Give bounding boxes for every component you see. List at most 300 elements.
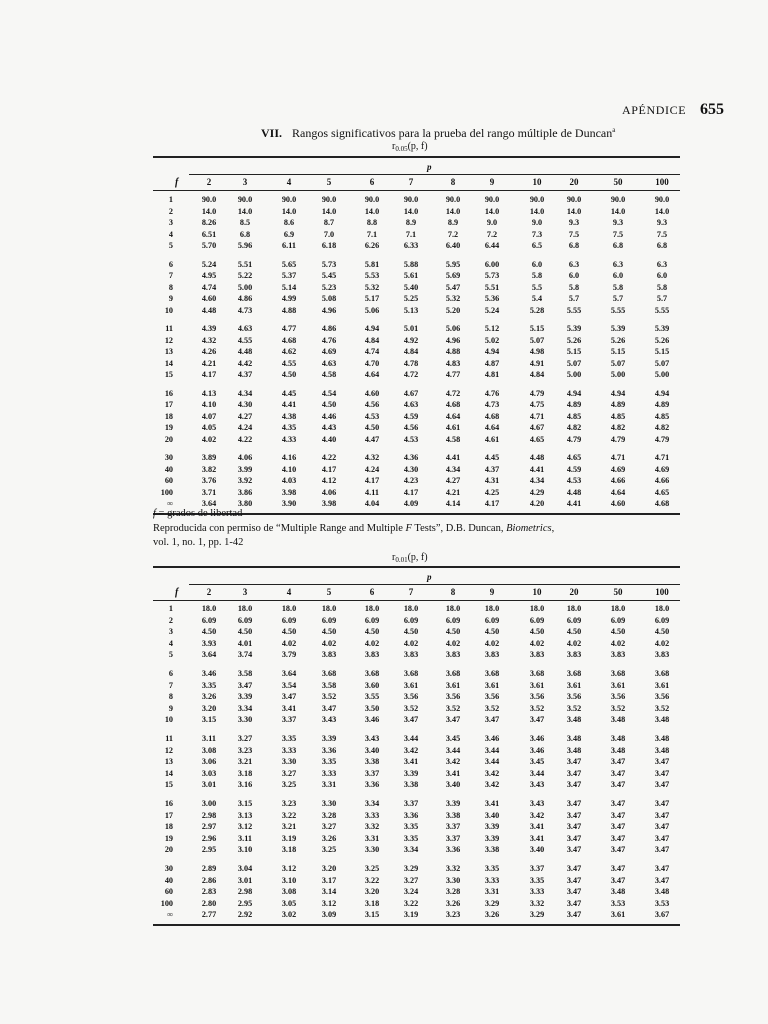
table-cell: 3.48	[566, 734, 582, 743]
table-cell: 5.01	[403, 324, 419, 333]
table-row	[153, 465, 680, 475]
column-header-p-2: 2	[206, 177, 212, 187]
column-header-p-5: 5	[326, 587, 332, 597]
table-cell: 5.47	[445, 282, 461, 292]
row-f-value: 20	[164, 434, 173, 444]
column-header-p-9: 9	[489, 587, 495, 597]
table-cell: 4.94	[610, 388, 626, 398]
table-cell: 3.47	[654, 864, 670, 873]
table-cell: 3.29	[484, 898, 500, 908]
table-row	[153, 704, 680, 714]
table-cell: 3.34	[364, 799, 380, 808]
table-cell: 6.09	[237, 615, 253, 625]
table-cell: 3.17	[321, 875, 337, 885]
table-cell: 3.21	[237, 757, 253, 767]
table-cell: 4.25	[484, 487, 500, 497]
table-cell: 6.0	[612, 271, 624, 280]
row-f-value: 13	[164, 757, 173, 767]
table-cell: 4.68	[484, 411, 500, 421]
table-cell: 90.0	[484, 195, 500, 204]
header-rule	[153, 600, 680, 601]
table-cell: 3.01	[237, 875, 253, 885]
table-cell: 3.29	[403, 864, 419, 873]
table-cell: 5.26	[610, 335, 626, 345]
row-f-value: 1	[168, 195, 173, 204]
table-cell: 6.11	[282, 241, 296, 250]
table-row	[153, 822, 680, 832]
table-cell: 3.47	[566, 887, 582, 897]
table-cell: 3.39	[403, 768, 419, 778]
table-cell: 6.09	[654, 615, 670, 625]
reproduction-note-text: Reproducida con permiso de “Multiple Range and Multiple	[153, 523, 406, 534]
table-cell: 4.17	[321, 464, 337, 474]
row-f-value: 5	[168, 241, 173, 250]
table-cell: 4.82	[566, 423, 582, 432]
table-cell: 6.09	[281, 615, 297, 625]
row-f-value: 6	[168, 669, 173, 678]
reproduction-note-comma: ,	[551, 523, 555, 534]
table-cell: 3.26	[484, 910, 500, 920]
table-row	[153, 370, 680, 380]
table-cell: 2.89	[201, 864, 217, 873]
row-f-value: 11	[165, 734, 173, 743]
table-cell: 4.60	[610, 499, 626, 508]
table-cell: 4.50	[201, 627, 217, 637]
table-cell: 7.0	[323, 229, 335, 239]
table-cell: 5.00	[237, 282, 253, 292]
table-cell: 3.71	[201, 487, 217, 497]
table-cell: 3.33	[281, 745, 297, 755]
table-cell: 4.75	[529, 400, 545, 409]
row-f-value: 4	[168, 638, 173, 648]
table-cell: 6.33	[403, 241, 419, 250]
table-cell: 3.47	[654, 833, 670, 843]
table-cell: 4.69	[321, 347, 337, 356]
table-cell: 4.05	[201, 423, 217, 432]
table-cell: 3.08	[201, 745, 217, 755]
table-cell: 3.41	[484, 799, 500, 808]
table-row	[153, 604, 680, 614]
row-f-value: 19	[164, 423, 173, 432]
table-cell: 3.22	[364, 875, 380, 885]
table-row	[153, 876, 680, 886]
table-cell: 3.22	[281, 810, 297, 820]
table-cell: 3.08	[281, 887, 297, 897]
table-cell: 5.73	[321, 259, 337, 269]
row-f-value: 7	[168, 271, 173, 280]
table-cell: 4.36	[403, 453, 419, 462]
table-cell: 3.48	[610, 715, 626, 725]
table-cell: 3.32	[445, 864, 461, 873]
table-cell: 5.15	[566, 347, 582, 356]
table-row	[153, 616, 680, 626]
table-cell: 7.5	[656, 229, 668, 239]
table-cell: 4.64	[484, 423, 500, 432]
table-cell: 5.15	[610, 347, 626, 356]
table-cell: 4.82	[610, 423, 626, 432]
table-cell: 3.47	[566, 768, 582, 778]
table-cell: 4.48	[529, 453, 545, 462]
table-cell: 3.47	[237, 680, 253, 690]
row-f-value: 30	[164, 453, 173, 462]
table-cell: 3.68	[321, 669, 337, 678]
table-cell: 5.12	[484, 324, 500, 333]
table-cell: 5.65	[281, 259, 297, 269]
row-f-value: 18	[164, 411, 173, 421]
table-cell: 4.66	[654, 476, 670, 485]
table-cell: 3.30	[281, 757, 297, 767]
table-cell: 3.47	[566, 833, 582, 843]
table-cell: 3.83	[566, 650, 582, 660]
table-cell: 3.30	[364, 845, 380, 855]
table-cell: 3.33	[529, 887, 545, 897]
table-cell: 5.40	[403, 282, 419, 292]
row-f-value: 100	[160, 487, 173, 497]
table-cell: 5.8	[568, 282, 580, 292]
table-cell: 4.60	[364, 388, 380, 398]
table-row	[153, 389, 680, 399]
table-cell: 5.06	[364, 305, 380, 315]
table-row	[153, 910, 680, 920]
table-cell: 3.41	[445, 768, 461, 778]
table-cell: 4.50	[364, 423, 380, 432]
table-row	[153, 834, 680, 844]
table-cell: 3.98	[281, 487, 297, 497]
table-cell: 6.00	[484, 259, 500, 269]
table-cell: 3.52	[445, 703, 461, 713]
table-cell: 3.29	[529, 910, 545, 920]
table-cell: 3.38	[403, 780, 419, 790]
column-header-p-100: 100	[655, 587, 669, 597]
table-cell: 4.23	[403, 476, 419, 485]
table-cell: 4.34	[529, 476, 545, 485]
top-rule	[153, 156, 680, 158]
table-cell: 4.38	[281, 411, 297, 421]
table-cell: 3.30	[321, 799, 337, 808]
table-cell: 6.09	[201, 615, 217, 625]
table-cell: 5.07	[529, 335, 545, 345]
table-cell: 4.26	[201, 347, 217, 356]
table-cell: 3.25	[281, 780, 297, 790]
table-cell: 3.47	[610, 780, 626, 790]
table-cell: 4.53	[566, 476, 582, 485]
table-cell: 6.3	[612, 259, 624, 269]
table-cell: 3.48	[610, 745, 626, 755]
table-cell: 8.9	[447, 218, 459, 227]
table-cell: 4.50	[610, 627, 626, 637]
table-cell: 14.0	[364, 206, 380, 216]
f-definition-text: = grados de libertad	[155, 508, 243, 519]
table-cell: 4.41	[281, 400, 297, 409]
table-cell: 4.33	[281, 434, 297, 444]
table-cell: 4.72	[403, 370, 419, 379]
table-cell: 3.48	[610, 734, 626, 743]
table-cell: 3.32	[364, 822, 380, 832]
table-cell: 3.47	[403, 715, 419, 725]
table-cell: 3.48	[654, 734, 670, 743]
page-header	[0, 101, 768, 121]
table-cell: 3.47	[654, 845, 670, 855]
column-header-p-6: 6	[369, 587, 375, 597]
table-cell: 3.68	[403, 669, 419, 678]
table-cell: 8.8	[366, 218, 378, 227]
table-cell: 90.0	[403, 195, 419, 204]
table-cell: 3.47	[610, 833, 626, 843]
p-label: p	[427, 572, 432, 582]
table-cell: 4.37	[237, 370, 253, 379]
table-cell: 7.5	[612, 229, 624, 239]
table-cell: 3.98	[321, 499, 337, 508]
table-cell: 5.39	[610, 324, 626, 333]
table-cell: 3.47	[610, 875, 626, 885]
table-cell: 3.12	[321, 898, 337, 908]
table-cell: 18.0	[281, 604, 297, 613]
table-cell: 18.0	[237, 604, 253, 613]
table-cell: 3.56	[445, 692, 461, 702]
table-cell: 4.02	[610, 638, 626, 648]
table-cell: 3.10	[281, 875, 297, 885]
row-f-value: 8	[168, 692, 173, 702]
table-cell: 4.89	[610, 400, 626, 409]
table-cell: 4.82	[654, 423, 670, 432]
table-cell: 3.47	[566, 910, 582, 920]
row-f-value: 13	[164, 347, 173, 356]
column-header-p-6: 6	[369, 177, 375, 187]
table-cell: 9.0	[486, 218, 498, 227]
table-cell: 4.79	[654, 434, 670, 444]
table-cell: 3.35	[403, 822, 419, 832]
table-cell: 90.0	[364, 195, 380, 204]
table-cell: 4.55	[237, 335, 253, 345]
column-header-p-10: 10	[532, 177, 542, 187]
table-cell: 3.38	[445, 810, 461, 820]
table1-symbol-subscript: 0.05	[395, 145, 408, 153]
row-f-value: 12	[164, 745, 173, 755]
table-cell: 3.83	[403, 650, 419, 660]
row-f-value: 9	[168, 703, 173, 713]
table-cell: 3.35	[321, 757, 337, 767]
table-cell: 5.02	[484, 335, 500, 345]
table-cell: 4.71	[654, 453, 670, 462]
table-cell: 2.77	[201, 910, 217, 920]
table-cell: 5.32	[364, 282, 380, 292]
table-cell: 4.32	[201, 335, 217, 345]
table-cell: 3.00	[201, 799, 217, 808]
table-cell: 3.60	[364, 680, 380, 690]
section-label: APÉNDICE	[622, 103, 687, 117]
table-cell: 4.76	[321, 335, 337, 345]
table-row	[153, 230, 680, 240]
table-cell: 3.45	[445, 734, 461, 743]
table-cell: 4.94	[654, 388, 670, 398]
table-cell: 4.39	[201, 324, 217, 333]
row-f-value: 14	[164, 358, 173, 368]
row-f-value: 9	[168, 294, 173, 303]
table-cell: 3.46	[201, 669, 217, 678]
table-cell: 5.55	[566, 305, 582, 315]
table-caption	[261, 126, 615, 141]
table-cell: 3.41	[403, 757, 419, 767]
table-cell: 3.83	[364, 650, 380, 660]
table-cell: 4.72	[445, 388, 461, 398]
table-cell: 3.47	[566, 757, 582, 767]
table-cell: 4.41	[529, 464, 545, 474]
table-cell: 3.36	[364, 780, 380, 790]
table-cell: 18.0	[610, 604, 626, 613]
row-f-value: 12	[164, 335, 173, 345]
table-row	[153, 650, 680, 660]
row-f-value: 15	[164, 370, 173, 379]
table-cell: 3.53	[610, 898, 626, 908]
table-cell: 3.42	[445, 757, 461, 767]
table-cell: 4.91	[529, 358, 545, 368]
table-cell: 4.50	[445, 627, 461, 637]
table-row	[153, 639, 680, 649]
table-cell: 3.50	[364, 703, 380, 713]
table-cell: 3.56	[529, 692, 545, 702]
table-row	[153, 359, 680, 369]
table-row	[153, 899, 680, 909]
row-f-value: 5	[168, 650, 173, 660]
table-cell: 4.60	[201, 294, 217, 303]
table1-symbol-args: (p, f)	[407, 141, 428, 152]
table-cell: 4.65	[529, 434, 545, 444]
table-cell: 3.36	[445, 845, 461, 855]
table-cell: 4.13	[201, 388, 217, 398]
table-cell: 5.8	[612, 282, 624, 292]
table-cell: 3.28	[445, 887, 461, 897]
table-cell: 3.52	[654, 703, 670, 713]
table-cell: 4.32	[364, 453, 380, 462]
table-cell: 4.02	[364, 638, 380, 648]
table-cell: 4.85	[654, 411, 670, 421]
table-cell: 3.15	[237, 799, 253, 808]
table-cell: 8.6	[283, 218, 295, 227]
table-cell: 4.47	[364, 434, 380, 444]
row-f-value: 40	[164, 464, 173, 474]
table-cell: 3.44	[484, 757, 500, 767]
table-row	[153, 476, 680, 486]
table-cell: 3.21	[281, 822, 297, 832]
table-cell: 4.50	[321, 627, 337, 637]
table-cell: 3.30	[445, 875, 461, 885]
table-cell: 3.52	[610, 703, 626, 713]
table-cell: 4.35	[281, 423, 297, 432]
table-cell: 5.24	[484, 305, 500, 315]
table-cell: 5.22	[237, 271, 253, 280]
table-cell: 18.0	[201, 604, 217, 613]
table-cell: 4.81	[484, 370, 500, 379]
table-cell: 7.2	[486, 229, 498, 239]
column-header-p-20: 20	[569, 587, 579, 597]
table-cell: 6.09	[403, 615, 419, 625]
header-rule	[153, 190, 680, 191]
table-cell: 3.40	[484, 810, 500, 820]
table-cell: 14.0	[237, 206, 253, 216]
table-cell: 4.84	[364, 335, 380, 345]
table-row	[153, 423, 680, 433]
table-cell: 3.43	[321, 715, 337, 725]
table-cell: 3.28	[321, 810, 337, 820]
table-cell: 4.89	[654, 400, 670, 409]
table-cell: 6.0	[531, 259, 543, 269]
table-cell: 5.61	[403, 271, 419, 280]
table-cell: 3.48	[654, 715, 670, 725]
table-row	[153, 453, 680, 463]
table-cell: 3.23	[237, 745, 253, 755]
table-cell: 4.86	[321, 324, 337, 333]
table-cell: 2.95	[237, 898, 253, 908]
table-cell: 5.36	[484, 294, 500, 303]
table-cell: 4.61	[484, 434, 500, 444]
table-cell: 4.48	[201, 305, 217, 315]
table-cell: 2.95	[201, 845, 217, 855]
table-cell: 5.20	[445, 305, 461, 315]
table-cell: 3.61	[610, 910, 626, 920]
table-cell: 3.31	[321, 780, 337, 790]
table-cell: 3.41	[529, 833, 545, 843]
reproduction-note	[153, 523, 554, 534]
table-cell: 4.68	[445, 400, 461, 409]
table-cell: 3.68	[610, 669, 626, 678]
table-cell: 4.24	[364, 464, 380, 474]
table-cell: 3.61	[654, 680, 670, 690]
table-cell: 90.0	[654, 195, 670, 204]
table-cell: 3.35	[201, 680, 217, 690]
table-cell: 3.36	[321, 745, 337, 755]
table-cell: 3.39	[237, 692, 253, 702]
table-row	[153, 347, 680, 357]
table-cell: 5.4	[531, 294, 543, 303]
column-header-p-9: 9	[489, 177, 495, 187]
table-cell: 3.31	[484, 887, 500, 897]
table-cell: 4.54	[321, 388, 337, 398]
table-cell: 6.3	[568, 259, 580, 269]
table-cell: 3.52	[403, 703, 419, 713]
table-cell: 3.35	[281, 734, 297, 743]
table-cell: 3.42	[484, 780, 500, 790]
table-cell: 5.24	[201, 259, 217, 269]
table-title: Rangos significativos para la prueba del rango múltiple de Duncan	[292, 126, 613, 140]
table-cell: 4.86	[237, 294, 253, 303]
p-rule	[189, 584, 680, 585]
table-cell: 6.09	[445, 615, 461, 625]
table-cell: 4.77	[281, 324, 297, 333]
table-cell: 4.21	[201, 358, 217, 368]
table-cell: 3.47	[281, 692, 297, 702]
table-cell: 4.94	[566, 388, 582, 398]
table-cell: 5.07	[610, 358, 626, 368]
table-cell: 3.83	[654, 650, 670, 660]
table-cell: 2.97	[201, 822, 217, 832]
table-cell: 4.07	[201, 411, 217, 421]
table-cell: 4.88	[281, 305, 297, 315]
row-f-value: 16	[164, 799, 173, 808]
table-cell: 4.41	[566, 499, 582, 508]
table-cell: 3.15	[364, 910, 380, 920]
table-cell: 3.86	[237, 487, 253, 497]
table-cell: 4.41	[445, 453, 461, 462]
table-cell: 3.68	[566, 669, 582, 678]
table-cell: 3.90	[281, 499, 297, 508]
table-cell: 4.14	[445, 499, 461, 508]
column-header-p-8: 8	[450, 587, 456, 597]
table-cell: 3.83	[445, 650, 461, 660]
table-cell: 4.16	[281, 453, 297, 462]
table-cell: 14.0	[281, 206, 297, 216]
table-row	[153, 260, 680, 270]
table-cell: 4.96	[321, 305, 337, 315]
